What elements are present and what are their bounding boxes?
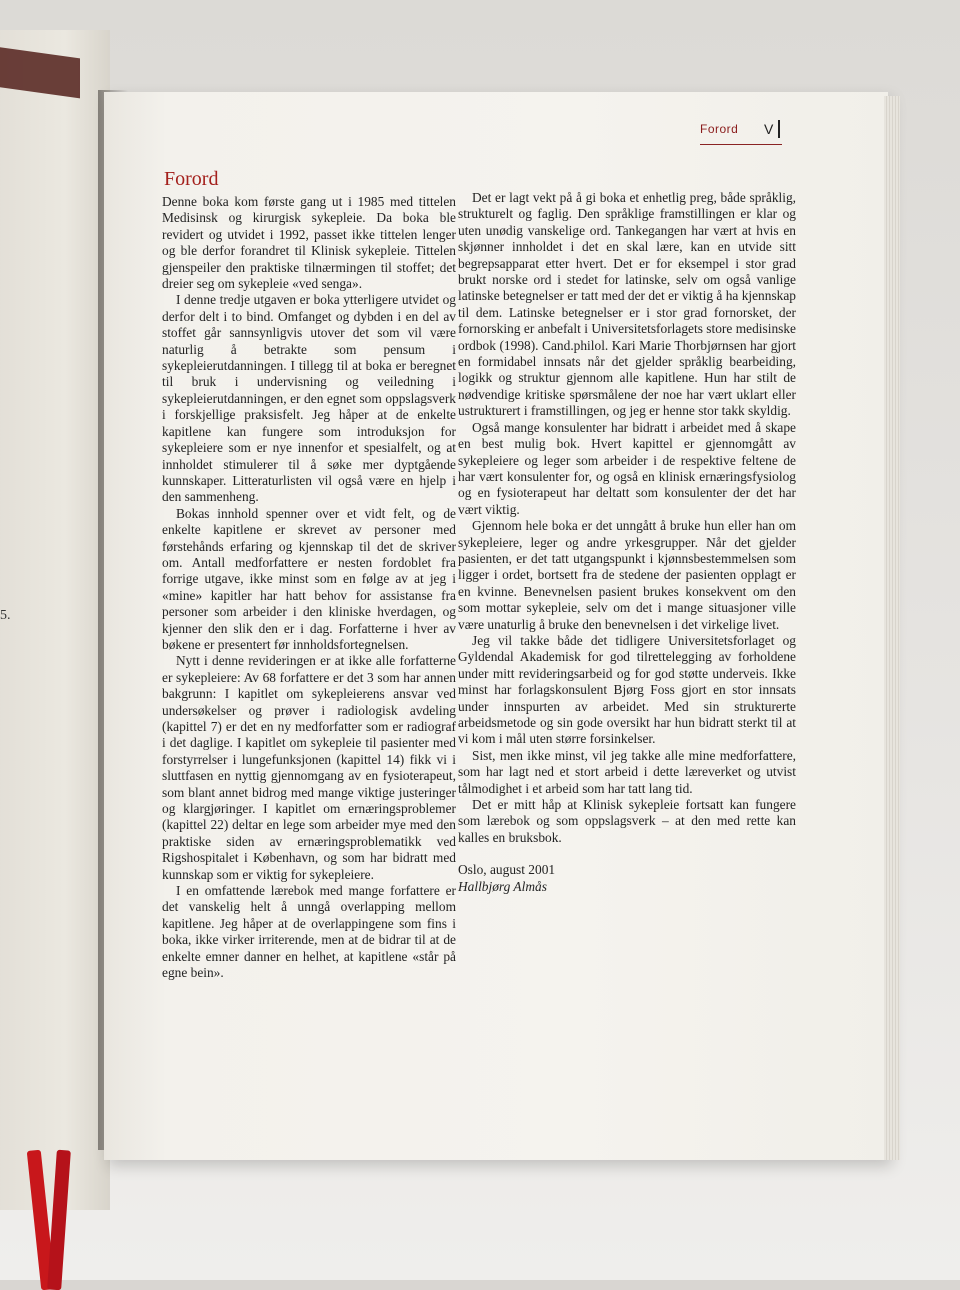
paragraph: Denne boka kom første gang ut i 1985 med tittelen Medisinsk og kirurgisk sykepleie. Da boka ble revidert og utvidet i 1992, passet ikke tittelen lenger og ble derfor forandret til Klinisk sykepleie. Tittelen gjenspeiler den praktiske tilnærmingen til stoffet; det dreier seg om sykepleie «ved senga». xyxy=(162,194,456,292)
running-header xyxy=(700,122,782,145)
place-date: Oslo, august 2001 xyxy=(458,862,556,878)
paragraph: I denne tredje utgaven er boka ytterligere utvidet og derfor delt i to bind. Omfanget og dybden i en del av stoffet går sannsynligvis utover det som vil være naturlig å betrakte som pensum i sykepleierutdanningen. I tillegg til at boka er beregnet til bruk i undervisning og veiledning i sykepleierutdanningen, er den egnet som oppslagsverk i forskjellige praksisfelt. Jeg håper at de enkelte kapitlene kan fungere som introduksjon for sykepleiere som er nye innenfor et spesialfelt, og at innholdet stimulerer til å søke mer dyptgående kunnskaper. Litteraturlisten vil også være en hjelp i den sammenheng. xyxy=(162,292,456,505)
chapter-title: Forord xyxy=(164,168,219,190)
paragraph: I en omfattende lærebok med mange forfattere er det vanskelig helt å unngå overlapping mellom kapitlene. Jeg håper at de overlappingene som fins i boka, ikke virker irriterende, men at de bidrar til at de enkelte emner danner en helhet, at kapitlene «står på egne bein». xyxy=(162,883,456,981)
paragraph: Jeg vil takke både det tidligere Universitetsforlaget og Gyldendal Akademisk for god tilrettelegging av forholdene under mitt revideringsarbeid og for god støtte underveis. Ikke minst har forlagskonsulent Bjørg Foss gjort en stor innsats under innspurten av arbeidet. Med sin strukturerte arbeidsmetode og sin gode oversikt har hun bidratt sterkt til at vi kom i mål uten større forsinkelser. xyxy=(458,632,796,747)
left-text-column xyxy=(162,194,456,982)
running-header-title: Forord xyxy=(700,122,739,136)
book-cover-edge xyxy=(0,42,80,99)
author-signature: Hallbjørg Almås xyxy=(458,878,547,894)
paragraph: Bokas innhold spenner over et vidt felt, og de enkelte kapitlene er skrevet av personer med førstehånds erfaring og kjennskap til det de skriver om. Antall medforfattere er nesten fordoblet fra forrige utgave, ikke minst som en følge av at jeg i «mine» kapitler har hatt behov for assistanse fra personer som arbeider i den kliniske hverdagen, og kjenner den slik den er i dag. Forfatterne i hver av bøkene er presentert før innholdsfortegnelsen. xyxy=(162,505,456,652)
paragraph: Sist, men ikke minst, vil jeg takke alle mine medforfattere, som har lagt ned et stort arbeid i dette læreverket og utvist tålmodighet i et arbeid som har tatt lang tid. xyxy=(458,747,796,796)
page-edges xyxy=(884,96,900,1160)
header-divider xyxy=(778,120,780,138)
right-text-column xyxy=(458,190,796,895)
paragraph: Også mange konsulenter har bidratt i arbeidet med å skape en best mulig bok. Hvert kapittel er gjennomgått av sykepleiere og leger som arbeider i de respektive feltene de har vært konsulenter for, og også en klinisk ernæringsfysiolog og en fysioterapeut har deltatt som konsulenter der det har vært viktig. xyxy=(458,419,796,517)
paragraph: Gjennom hele boka er det unngått å bruke hun eller han om sykepleiere, leger og andre yrkesgrupper. Når det gjelder pasienten, er det tatt utgangspunkt i kjønnsbestemmelsen som ligger i ordet, bortsett fra de stedene der pasienten opplagt er en kvinne. Benevnelsen pasient brukes konsekvent om den som mottar sykepleie, selv om det i mange situasjoner ville være unaturlig å bruke den benevnelsen i det virkelige livet. xyxy=(458,518,796,632)
left-page-margin-mark: 5. xyxy=(0,608,11,623)
page-number: V xyxy=(764,121,774,137)
paragraph: Det er lagt vekt på å gi boka et enhetlig preg, både språklig, strukturelt og faglig. Den språklige framstillingen er klar og uten unødig vanskelige ord. Tankegangen har vært at hvis en skjønner innholdet i det en skal lære, kan en utvide sitt begrepsapparat etter hvert. Det er for eksempel i stor grad brukt norske ord i stedet for latinske, selv om også vanlige latinske betegnelser er tatt med der det er viktig å ha kjennskap til dem. Latinske betegnelser er i stor grad fornorsket, der fornorsking er anbefalt i Universitetsforlagets store medisinske ordbok (1998). Cand.philol. Kari Marie Thorbjørnsen har gjort en formidabel innsats når det gjelder språklig bearbeiding, logikk og struktur gjennom alle kapitlene. Hun har stilt de nødvendige kritiske spørsmålene der noe har vært uklart eller ustrukturert i framstillingen, og jeg er henne stor takk skyldig. xyxy=(458,190,796,419)
paragraph: Det er mitt håp at Klinisk sykepleie fortsatt kan fungere som lærebok og som oppslagsverk – at den med rette kan kalles en bruksbok. xyxy=(458,797,796,845)
paragraph: Nytt i denne revideringen er at ikke alle forfatterne er sykepleiere: Av 68 forfattere er det 3 som har annen bakgrunn: I kapitlet om sykepleierens ansvar ved undersøkelser og prøver i radiologisk avdeling (kapittel 7) er det en ny medforfatter som er radiograf i det daglige. I kapitlet om sykepleie til pasienter med forstyrrelser i lungefunksjonen (kapittel 14) fikk vi i sluttfasen en nyttig gjennomgang av en fysioterapeut, som blant annet bidrog med mange viktige justeringer og klargjøringer. I kapitlet om ernæringsproblemer (kapittel 22) deltar en lege som arbeider mye med den praktiske siden av ernæringsproblematikk ved Rigshospitalet i København, og som har bidratt med kunnskap som er viktig for sykepleiere. xyxy=(162,653,456,882)
left-page xyxy=(0,30,110,1210)
